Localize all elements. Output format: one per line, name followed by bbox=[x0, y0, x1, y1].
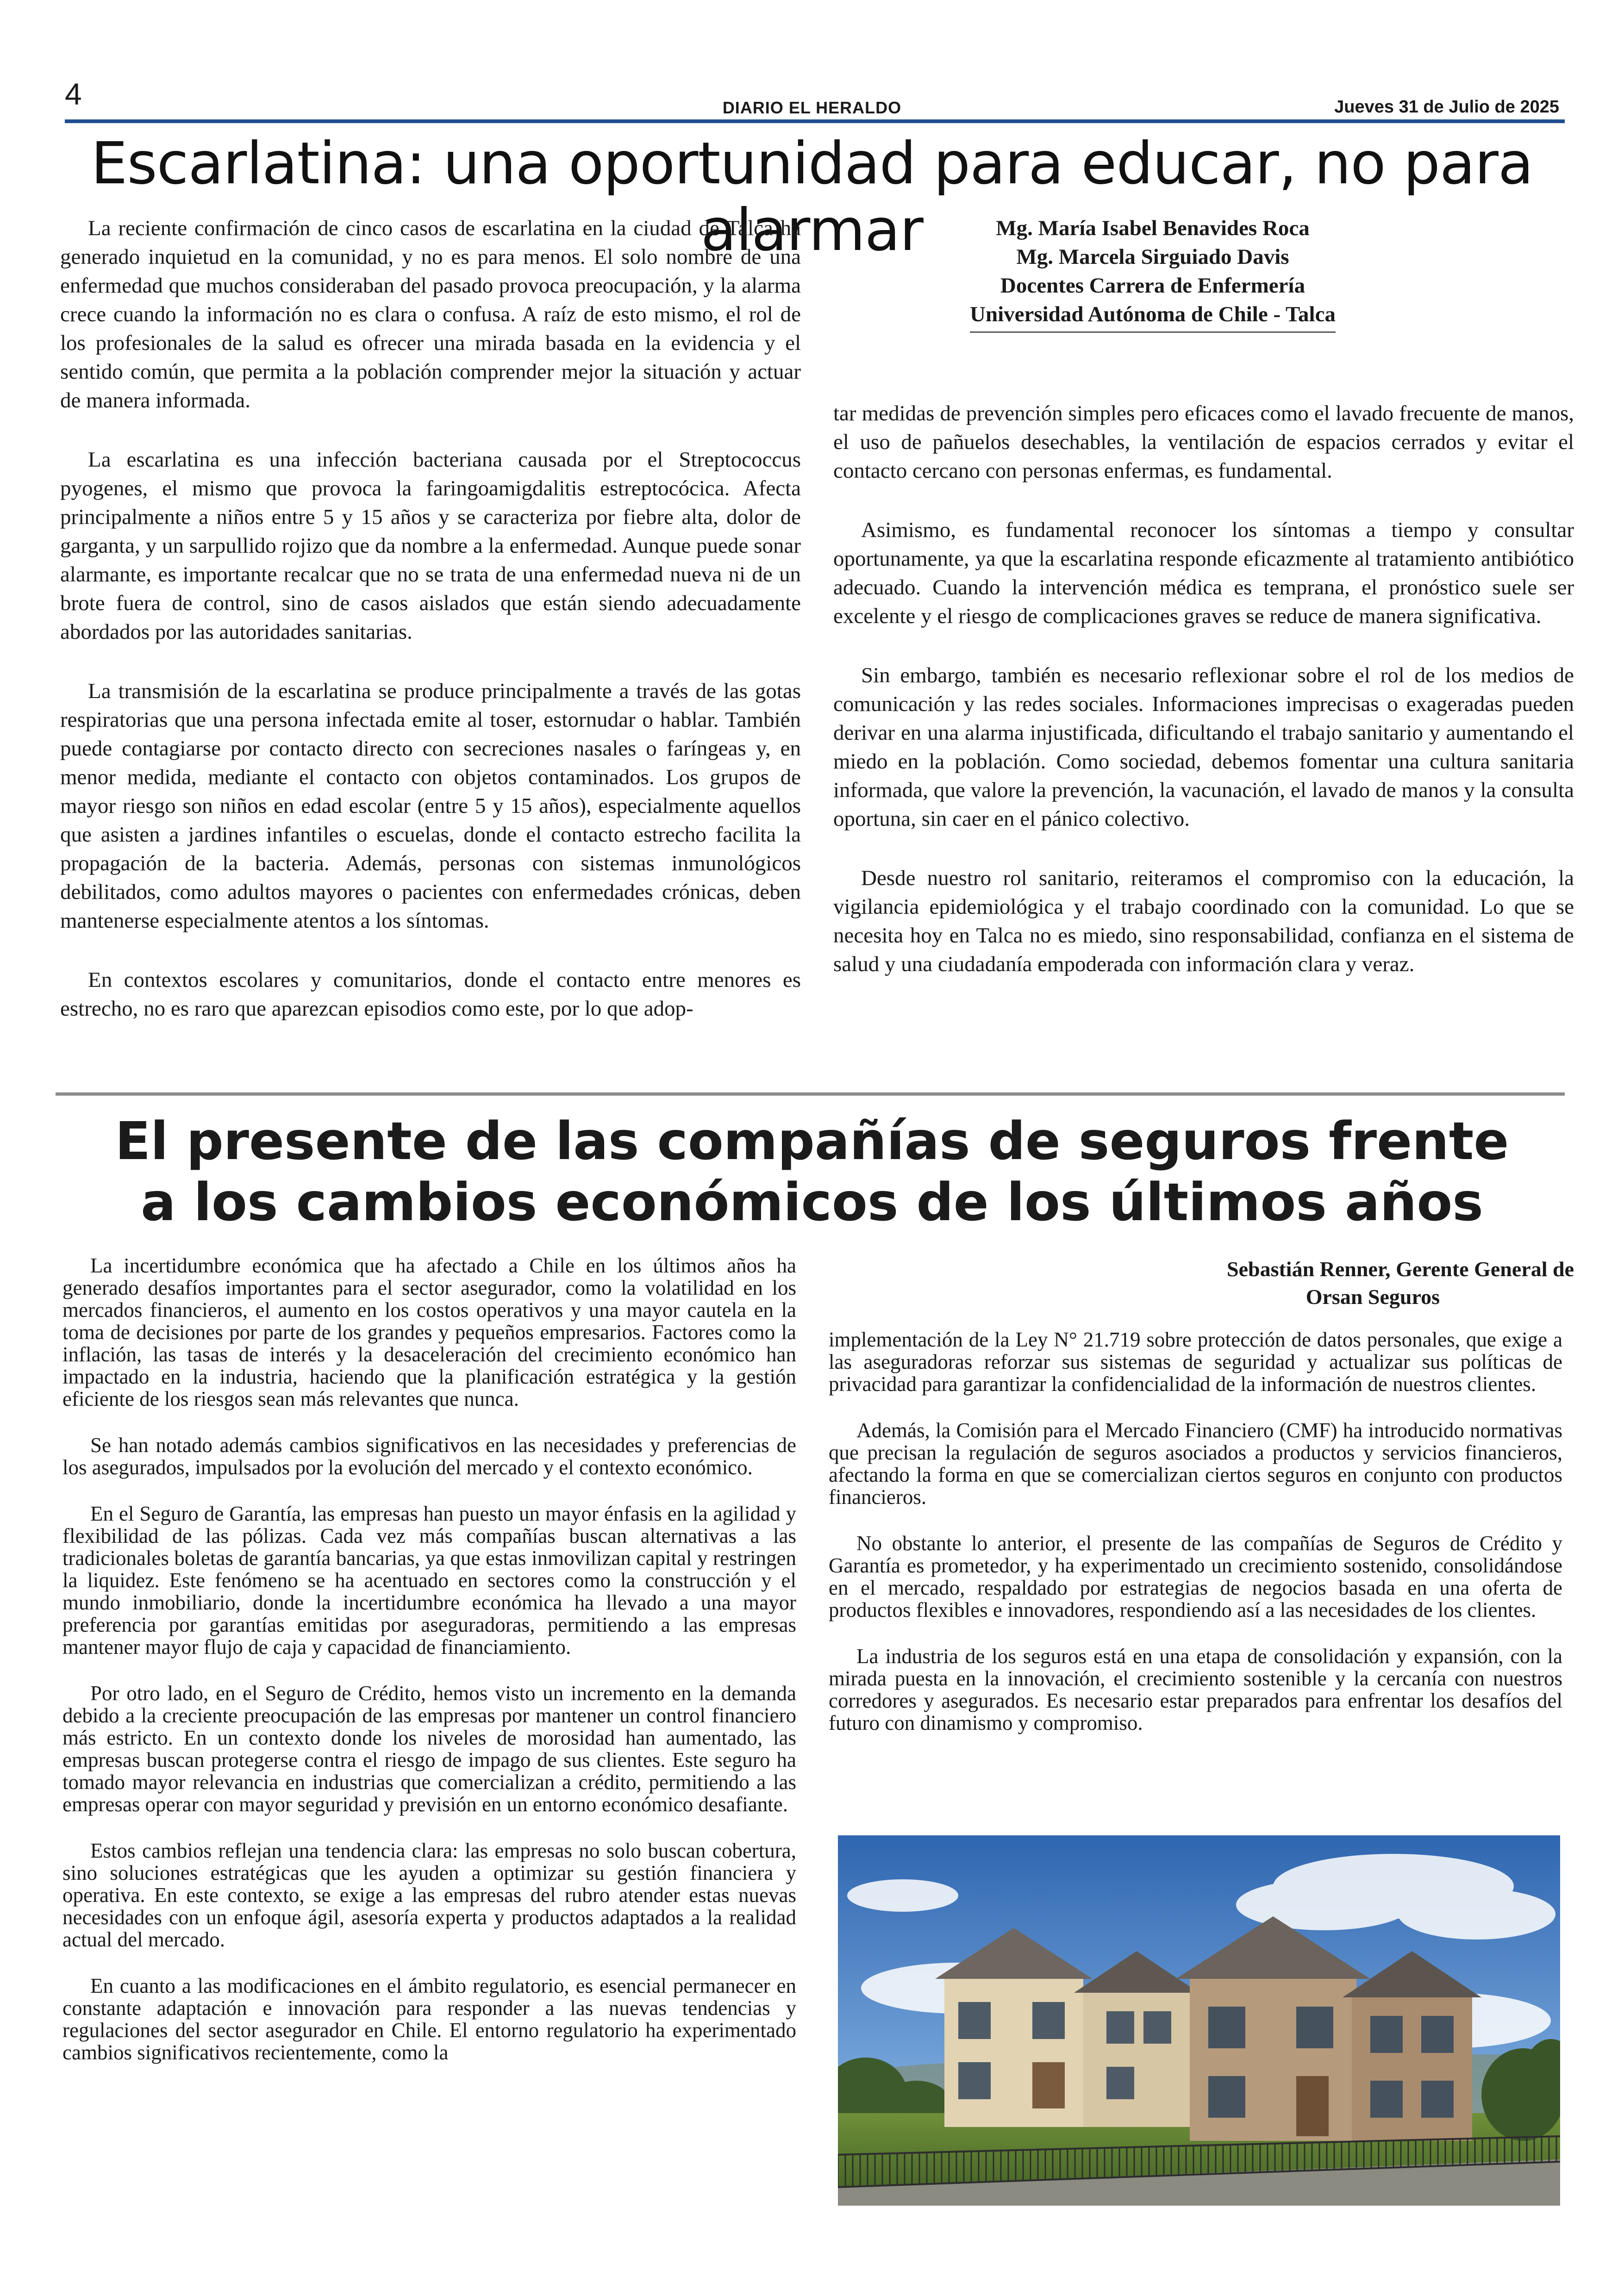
paragraph: Sin embargo, también es necesario reflexionar sobre el rol de los medios de comunicación y las redes sociales. Informaciones imprecisas o exageradas pueden derivar en una alarma injustificada, dificultando el trabajo sanitario y aumentando el miedo en la población. Como sociedad, debemos fomentar una cultura sanitaria informada, que valore la prevención, la vacunación, el lavado de manos y la consulta oportuna, sin caer en el pánico colectivo. bbox=[833, 663, 1574, 831]
houses-photo bbox=[838, 1835, 1560, 2206]
paragraph: La transmisión de la escarlatina se produce principalmente a través de las gotas respiratorias que una persona infectada emite al toser, estornudar o hablar. También puede contagiarse por contacto directo con secreciones nasales o faríngeas y, en menor medida, mediante el contacto con objetos contaminados. Los grupos de mayor riesgo son niños en edad escolar (entre 5 y 15 años), especialmente aquellos que asisten a jardines infantiles o escuelas, donde el contacto estrecho facilita la propagación de la bacteria. Además, personas con sistemas inmunológicos debilitados, como adultos mayores o pacientes con enfermedades crónicas, deben mantenerse especialmente atentos a los síntomas. bbox=[60, 679, 801, 933]
paragraph: La reciente confirmación de cinco casos de escarlatina en la ciudad de Talca ha generado inquietud en la comunidad, y no es para menos. El solo nombre de una enfermedad que muchos consideraban del pasado provoca preocupación, y la alarma crece cuando la información no es clara o confusa. A raíz de esto mismo, el rol de los profesionales de la salud es ofrecer una mirada basada en la evidencia y el sentido común, que permita a la población comprender mejor la situación y actuar de manera informada. bbox=[60, 216, 801, 412]
author-name-title: Sebastián Renner, Gerente General de bbox=[1227, 1257, 1574, 1281]
paragraph: En cuanto a las modificaciones en el ámbito regulatorio, es esencial permanecer en constante adaptación e innovación para responder a las nuevas tendencias y regulaciones del sector asegurador en Chile. El entorno regulatorio ha experimentado cambios significativos recientemente, como la bbox=[62, 1974, 796, 2064]
article-divider bbox=[56, 1092, 1565, 1096]
houses-illustration bbox=[838, 1835, 1560, 2206]
article2-headline-line1: El presente de las compañías de seguros frente bbox=[115, 1111, 1509, 1172]
paragraph: La incertidumbre económica que ha afectado a Chile en los últimos años ha generado desafíos importantes para el sector asegurador, como la volatilidad en los mercados financieros, el aumento en los costos operativos y una mayor cautela en la toma de decisiones por parte de los grandes y pequeños empresarios. Factores como la inflación, las tasas de interés y la desaceleración del crecimiento económico han impactado en la industria, haciendo que la planificación estratégica y la gestión eficiente de los riesgos sean más relevantes que nunca. bbox=[62, 1254, 796, 1410]
paragraph: Asimismo, es fundamental reconocer los síntomas a tiempo y consultar oportunamente, ya que la escarlatina responde eficazmente al tratamiento antibiótico adecuado. Cuando la intervención médica es temprana, el pronóstico suele ser excelente y el riesgo de complicaciones graves se reduce de manera significativa. bbox=[833, 518, 1574, 628]
paragraph: La industria de los seguros está en una etapa de consolidación y expansión, con la mirada puesta en la innovación, el crecimiento sostenible y la cercanía con nuestros corredores y asegurados. Es necesario estar preparados para enfrentar los desafíos del futuro con dinamismo y compromiso. bbox=[829, 1645, 1562, 1734]
paragraph: tar medidas de prevención simples pero eficaces como el lavado frecuente de manos, el uso de pañuelos desechables, la ventilación de espacios cerrados y evitar el contacto cercano con personas enfermas, es fundamental. bbox=[833, 401, 1574, 483]
paragraph: Estos cambios reflejan una tendencia clara: las empresas no solo buscan cobertura, sino soluciones estratégicas que les ayuden a optimizar su gestión financiera y operativa. En este contexto, se exige a las empresas del rubro atender estas nuevas necesidades con un enfoque ágil, asesoría experta y productos adaptados a la realidad actual del mercado. bbox=[62, 1839, 796, 1951]
paragraph: La escarlatina es una infección bacteriana causada por el Streptococcus pyogenes, el mismo que provoca la faringoamigdalitis estreptocócica. Afecta principalmente a niños entre 5 y 15 años y se caracteriza por fiebre alta, dolor de garganta, y un sarpullido rojizo que da nombre a la enfermedad. Aunque puede sonar alarmante, es importante recalcar que no se trata de una enfermedad nueva ni de un brote fuera de control, sino de casos aislados que están siendo adecuadamente abordados por las autoridades sanitarias. bbox=[60, 448, 801, 644]
article1-byline bbox=[833, 214, 1472, 333]
author-company: Orsan Seguros bbox=[1305, 1285, 1440, 1309]
author-affiliation: Docentes Carrera de Enfermería bbox=[1000, 274, 1305, 298]
header-rule bbox=[65, 119, 1565, 123]
paragraph: En contextos escolares y comunitarios, donde el contacto entre menores es estrecho, no es raro que aparezcan episodios como este, por lo que adop- bbox=[60, 968, 801, 1021]
article2-column-right bbox=[829, 1328, 1562, 1734]
article2-headline bbox=[0, 1111, 1624, 1233]
author-university: Universidad Autónoma de Chile - Talca bbox=[970, 300, 1336, 333]
paragraph: Se han notado además cambios significativos en las necesidades y preferencias de los asegurados, impulsados por la evolución del mercado y el contexto económico. bbox=[62, 1434, 796, 1479]
paragraph: Desde nuestro rol sanitario, reiteramos el compromiso con la educación, la vigilancia epidemiológica y el trabajo coordinado con la comunidad. Lo que se necesita hoy en Talca no es miedo, sino responsabilidad, confianza en el sistema de salud y una ciudadanía empoderada con información clara y veraz. bbox=[833, 866, 1574, 976]
author-1: Mg. María Isabel Benavides Roca bbox=[996, 216, 1310, 240]
newspaper-name: DIARIO EL HERALDO bbox=[722, 98, 902, 117]
author-2: Mg. Marcela Sirguiado Davis bbox=[1016, 245, 1289, 269]
paragraph: Además, la Comisión para el Mercado Financiero (CMF) ha introducido normativas que precisan la regulación de seguros asociados a productos y servicios financieros, afectando la forma en que se comercializan ciertos seguros en conjunto con productos financieros. bbox=[829, 1419, 1562, 1509]
paragraph: Por otro lado, en el Seguro de Crédito, hemos visto un incremento en la demanda debido a la creciente preocupación de las empresas por mantener un control financiero más estricto. En un contexto donde los niveles de morosidad han aumentado, las empresas buscan protegerse contra el riesgo de impago de sus clientes. Este seguro ha tomado mayor relevancia en industrias que comercializan a crédito, permitiendo a las empresas operar con mayor seguridad y previsión en un entorno económico desafiante. bbox=[62, 1682, 796, 1816]
article1-headline: Escarlatina: una oportunidad para educar, no para alarmar bbox=[91, 130, 1533, 264]
issue-date: Jueves 31 de Julio de 2025 bbox=[1334, 97, 1559, 117]
article2-column-left bbox=[62, 1254, 796, 2064]
paragraph: implementación de la Ley N° 21.719 sobre protección de datos personales, que exige a las aseguradoras reforzar sus sistemas de seguridad y actualizar sus políticas de privacidad para garantizar la confidencialidad de la información de nuestros clientes. bbox=[829, 1328, 1562, 1396]
page-number: 4 bbox=[65, 77, 82, 111]
paragraph: En el Seguro de Garantía, las empresas han puesto un mayor énfasis en la agilidad y flexibilidad de las pólizas. Cada vez más compañías buscan alternativas a las tradicionales boletas de garantía bancarias, ya que estas inmovilizan capital y restringen la liquidez. Este fenómeno se ha acentuado en sectores como la construcción y el mundo inmobiliario, donde la incertidumbre económica ha llevado a una mayor preferencia por garantías emitidas por aseguradoras, permitiendo a las empresas mantener mayor flujo de caja y capacidad de financiamiento. bbox=[62, 1502, 796, 1659]
paragraph: No obstante lo anterior, el presente de las compañías de Seguros de Crédito y Garantía es prometedor, y ha experimentado un crecimiento sostenido, consolidándose en el mercado, respaldado por estrategias de negocios basada en una oferta de productos flexibles e innovadores, respondiendo así a las necesidades de los clientes. bbox=[829, 1532, 1562, 1621]
article2-headline-line2: a los cambios económicos de los últimos años bbox=[141, 1172, 1483, 1233]
article1-column-right bbox=[833, 399, 1574, 979]
article1-column-left bbox=[60, 214, 801, 1023]
article2-byline bbox=[829, 1255, 1574, 1311]
